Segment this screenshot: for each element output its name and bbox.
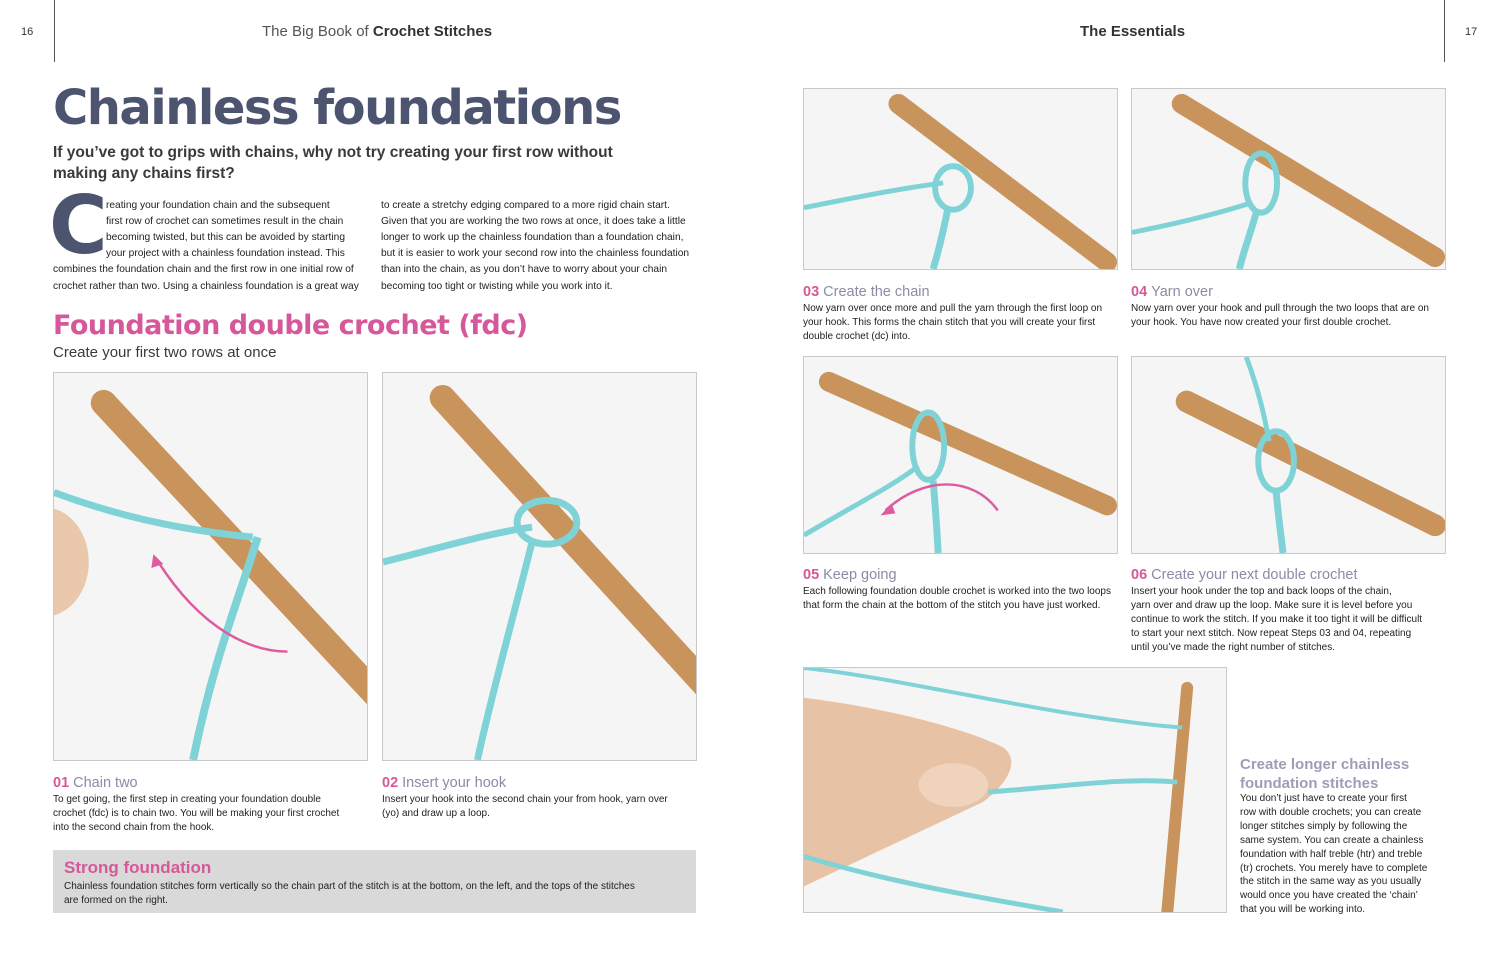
sidebar-body-line: row with double crochets; you can create [1240,806,1422,818]
step-title: Yarn over [1151,284,1213,300]
photo-step-03 [803,88,1118,270]
sidebar-body-line: the stitch in the same way as you usually [1240,876,1422,888]
step-body-line: that form the chain at the bottom of the stitch you have just worked. [803,600,1101,611]
sidebar-body-line: You don’t just have to create your first [1240,793,1407,804]
drop-cap: C [49,179,108,272]
photo-step-02 [382,372,697,761]
tip-box [53,850,696,913]
intro-col2-line: but it is easier to work your second row into the chainless foundation [381,248,690,259]
step-title: Keep going [823,567,897,583]
step-number: 02 [382,775,399,791]
header-rule-left [54,0,55,62]
intro-col1-line: combines the foundation chain and the first row in one initial row of [53,264,354,275]
intro-col1-line: becoming twisted, but this can be avoided by starting [106,232,345,243]
step-01-heading [53,775,138,791]
step-body-line: Insert your hook into the second chain your from hook, yarn over [382,794,668,805]
step-03-heading [803,284,930,300]
sidebar-body-line: foundation with half treble (htr) and treble [1240,848,1423,860]
step-body-line: double crochet (dc) into. [803,331,911,342]
step-title: Create your next double crochet [1151,567,1358,583]
section-title: Foundation double crochet (fdc) [53,310,528,341]
intro-col2-line: Given that you are working the two rows at once, it does take a little [381,216,686,227]
step-01-body [53,793,373,835]
step-body-line: yarn over and draw up the loop. Make sure it is level before you [1131,600,1413,611]
sidebar-body [1240,792,1440,917]
sidebar-title-line: foundation stitches [1240,775,1379,792]
step-body-line: Now yarn over once more and pull the yarn through the first loop on [803,303,1103,314]
step-body-line: continue to work the stitch. If you make it too tight it will be difficult [1131,614,1423,625]
step-05-heading [803,567,897,583]
step-body-line: until you’ve made the right number of stitches. [1131,642,1335,653]
section-subtitle: Create your first two rows at once [53,344,277,361]
sidebar-body-line: would once you have created the ‘chain’ [1240,890,1418,902]
intro-col1-line: reating your foundation chain and the subsequent [106,200,330,211]
intro-col2-line: to create a stretchy edging compared to a more rigid chain start. [381,200,670,211]
step-06-body [1131,585,1461,655]
sidebar-body-line: longer stitches simply by following the [1240,820,1408,832]
sidebar-title [1240,755,1440,793]
intro-col1-line: first row of crochet can sometimes result in the chain [106,216,344,227]
sidebar-body-line: same system. You can create a chainless [1240,834,1424,846]
step-body-line: crochet (fdc) is to chain two. You will be making your first crochet [53,808,340,819]
running-title-left [262,23,492,40]
sidebar-title-line: Create longer chainless [1240,756,1410,773]
photo-step-04 [1131,88,1446,270]
step-body-line: into the second chain from the hook. [53,822,215,833]
article-title: Chainless foundations [53,80,621,136]
step-body-line: your hook. You have now created your first double crochet. [1131,317,1392,328]
intro-col1-line: crochet rather than two. Using a chainless foundation is a great way [53,281,359,292]
step-title: Insert your hook [402,775,507,791]
step-02-body [382,793,702,821]
step-body-line: (yo) and draw up a loop. [382,808,490,819]
photo-longer-stitches [803,667,1227,913]
tip-body-line: Chainless foundation stitches form vertically so the chain part of the stitch is at the bottom, on the left, and the tops of the stitches [64,881,635,892]
step-number: 06 [1131,567,1148,583]
photo-step-06 [1131,356,1446,554]
step-body-line: To get going, the first step in creating your foundation double [53,794,321,805]
step-04-body [1131,302,1461,330]
step-number: 01 [53,775,70,791]
step-number: 03 [803,284,820,300]
step-02-heading [382,775,506,791]
step-04-heading [1131,284,1213,300]
running-title-right: The Essentials [1080,23,1186,40]
tip-body-line: are formed on the right. [64,895,168,906]
step-body-line: Insert your hook under the top and back loops of the chain, [1131,586,1392,597]
sidebar-body-line: (tr) crochets. You merely have to complete [1240,862,1428,874]
intro-col2-line: than into the chain, as you don’t have to worry about your chain [381,264,667,275]
step-title: Chain two [73,775,138,791]
page-number-right: 17 [1465,26,1478,38]
intro-col1-line: your project with a chainless foundation instead. This [106,248,345,259]
step-03-body [803,302,1123,344]
header-rule-right [1444,0,1445,62]
running-title-left-b: Crochet Stitches [372,23,493,40]
step-05-body [803,585,1128,613]
photo-step-01 [53,372,368,761]
step-body-line: Each following foundation double crochet is worked into the two loops [803,586,1111,597]
intro-col2-line: becoming too tight or twisting while you work into it. [381,281,613,292]
running-title-left-a: The Big Book of [262,23,369,40]
step-number: 05 [803,567,820,583]
step-title: Create the chain [823,284,930,300]
page-number-left: 16 [21,26,34,38]
article-standfirst: If you’ve got to grips with chains, why not try creating your first row without making any chains first? [53,144,613,182]
photo-step-05 [803,356,1118,554]
step-body-line: your hook. This forms the chain stitch that you will create your first [803,317,1096,328]
step-body-line: to start your next stitch. Now repeat Steps 03 and 04, repeating [1131,628,1412,639]
tip-body [64,880,644,908]
intro-col2-line: longer to work up the chainless foundation than a foundation chain, [381,232,684,243]
sidebar-body-line: that you will be working into. [1240,904,1366,916]
step-body-line: Now yarn over your hook and pull through the two loops that are on [1131,303,1429,314]
tip-title: Strong foundation [64,858,212,877]
step-06-heading [1131,567,1357,583]
step-number: 04 [1131,284,1148,300]
